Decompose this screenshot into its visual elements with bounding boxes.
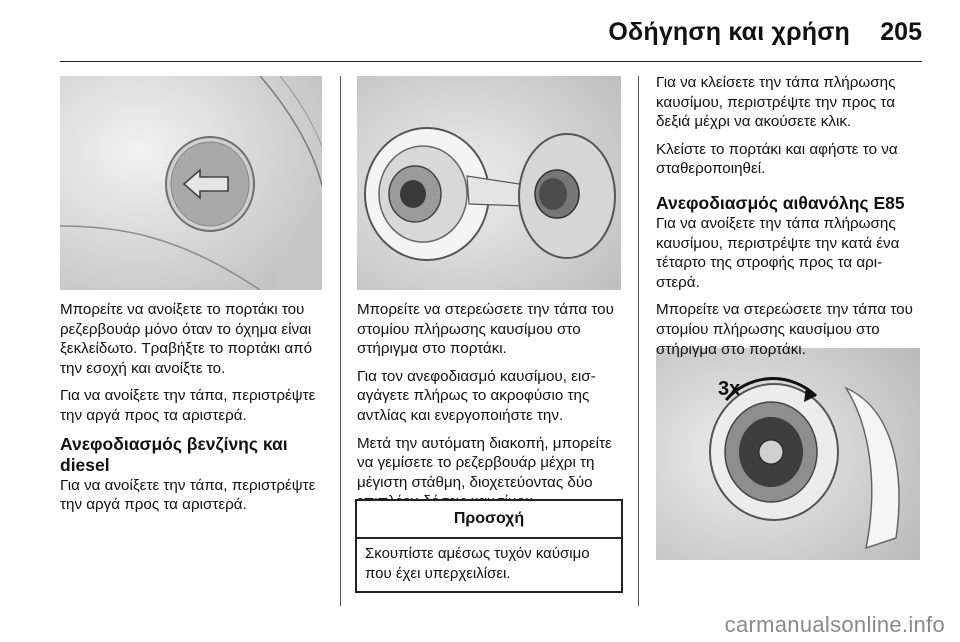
column-divider-1 [340, 76, 341, 606]
paragraph: Μετά την αυτόματη διακοπή, μπορείτε να γεμίσετε το ρεζερβουάρ μέχρι τη μέγιστη στάθμη, διοχετεύοντας δύο [357, 434, 612, 491]
caution-box [355, 499, 623, 593]
open-fuel-flap-illustration [357, 76, 621, 290]
page-number: 205 [880, 18, 922, 46]
page-header-title: Οδήγηση και χρήση [608, 18, 850, 46]
paragraph: Για τον ανεφοδιασμό καυσίμου, εισ-αγάγετε πλήρως το ακροφύσιο της αντλίας και ενεργοποιήστε την. [357, 367, 596, 424]
fuel-flap-illustration [60, 76, 322, 290]
caution-title: Προσοχή [357, 501, 621, 539]
paragraph: Για να ανοίξετε την τάπα, περιστρέψτε την αργά προς τα αριστερά. [60, 387, 316, 424]
column-2 [357, 300, 625, 520]
paragraph: Μπορείτε να στερεώσετε την τάπα του στομίου πλήρωσης καυσίμου στο στήριγμα στο πορτάκι. [656, 301, 913, 358]
paragraph: Κλείστε το πορτάκι και αφήστε το να σταθεροποιηθεί. [656, 140, 898, 178]
e85-fuel-cap-illustration [656, 348, 920, 560]
column-3 [656, 73, 924, 367]
caution-text: Σκουπίστε αμέσως τυχόν καύσιμο που έχει υπερχειλίσει. [365, 545, 590, 582]
paragraph: Για να ανοίξετε την τάπα πλήρωσης καυσίμου, περιστρέψτε την κατά ένα τέταρτο της στροφής προς τα αρι-στερά. [656, 214, 900, 291]
header-rule [60, 61, 922, 62]
column-divider-2 [638, 76, 639, 606]
turns-label: 3x [718, 378, 741, 400]
column-1 [60, 300, 328, 523]
watermark: carmanualsonline.info [724, 612, 945, 637]
paragraph: Μπορείτε να ανοίξετε το πορτάκι του ρεζερβουάρ μόνο όταν το όχημα είναι ξεκλείδωτο. Τραβήξτε το πορτάκι από την εσοχή και ανοίξτε το. [60, 301, 313, 377]
paragraph: Για να κλείσετε την τάπα πλήρωσης καυσίμου, περιστρέψτε την προς τα δεξιά μέχρι να ακούσετε κλικ. [656, 74, 896, 131]
paragraph: Για να ανοίξετε την τάπα, περιστρέψτε την αργά προς τα αριστερά. [60, 476, 316, 514]
section-heading-e85: Ανεφοδιασμός αιθανόλης E85 [656, 192, 905, 213]
section-heading-petrol-diesel: Ανεφοδιασμός βενζίνης και diesel [60, 433, 288, 475]
paragraph: Μπορείτε να στερεώσετε την τάπα του στομίου πλήρωσης καυσίμου στο στήριγμα στο πορτάκι. [357, 301, 614, 358]
